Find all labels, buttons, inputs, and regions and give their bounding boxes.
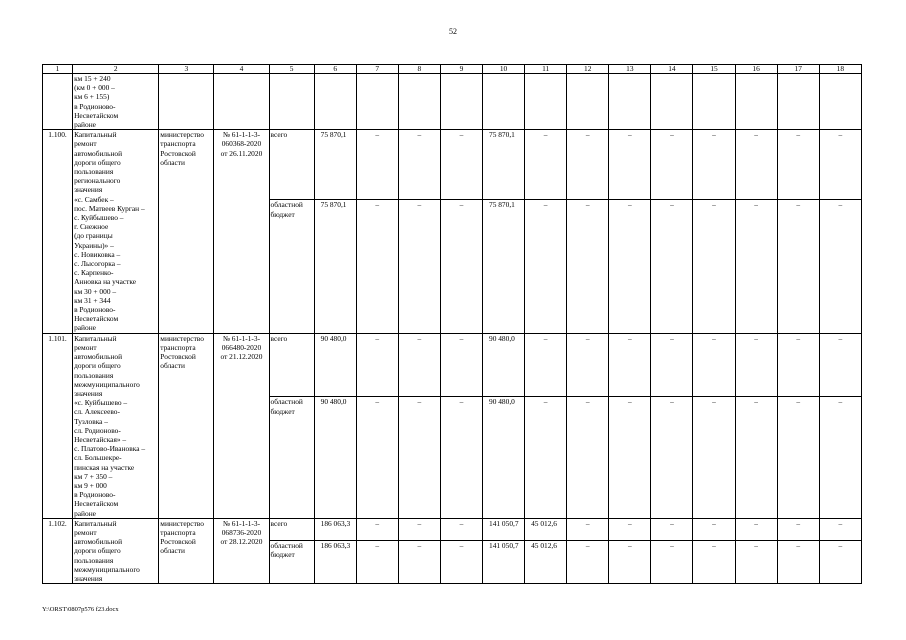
cell-value-c10: 141 050,7: [483, 518, 525, 541]
cell-value-c12: –: [567, 518, 609, 541]
cell-funding-source: областной бюджет: [269, 541, 314, 584]
cell-value-c11: 45 012,6: [525, 518, 567, 541]
cell-value-c15: –: [693, 518, 735, 541]
cell-value-c15: –: [693, 333, 735, 397]
cell-value-c18: –: [819, 541, 861, 584]
column-number-header: 1: [43, 65, 73, 74]
cell-value-c17: –: [777, 518, 819, 541]
cell-num: [43, 74, 73, 130]
cell-num: 1.100.: [43, 130, 73, 333]
cell-value-c7: –: [356, 333, 398, 397]
cell-value-c14: –: [651, 397, 693, 518]
cell-value-c17: –: [777, 397, 819, 518]
cell-value-c9: –: [440, 130, 482, 200]
cell-value-c7: –: [356, 518, 398, 541]
column-number-header: 9: [440, 65, 482, 74]
cell-value-c16: –: [735, 333, 777, 397]
cell-value-c13: –: [609, 397, 651, 518]
cell-document: № 61-1-1-3- 066480-2020 от 21.12.2020: [214, 333, 269, 518]
column-number-header: 16: [735, 65, 777, 74]
cell-value-c18: –: [819, 333, 861, 397]
cell-value-c18: –: [819, 518, 861, 541]
column-number-header: 13: [609, 65, 651, 74]
cell-value-c13: –: [609, 541, 651, 584]
cell-value-c11: –: [525, 333, 567, 397]
cell-object-name: Капитальный ремонт автомобильной дороги общего пользования межмуниципального значения: [73, 518, 159, 583]
cell-customer: министерство транспорта Ростовской области: [159, 130, 214, 333]
cell-customer: министерство транспорта Ростовской области: [159, 333, 214, 518]
cell-value-c16: –: [735, 541, 777, 584]
cell-value-c6: 75 870,1: [314, 200, 356, 333]
cell-value-c13: –: [609, 200, 651, 333]
cell-value-c6: 90 480,0: [314, 333, 356, 397]
cell-value-c6: 75 870,1: [314, 130, 356, 200]
cell-value-c6: 186 063,3: [314, 518, 356, 541]
cell-value-c11: 45 012,6: [525, 541, 567, 584]
cell-value-c18: –: [819, 397, 861, 518]
cell-value-c7: –: [356, 397, 398, 518]
column-number-header: 12: [567, 65, 609, 74]
cell-value-c11: –: [525, 200, 567, 333]
column-number-header: 15: [693, 65, 735, 74]
cell-customer: министерство транспорта Ростовской области: [159, 518, 214, 583]
cell-object-name: Капитальный ремонт автомобильной дороги общего пользования межмуниципального значения «с. Куйбышево – сл. Алексеево- Тузловка – сл. Родионово- Несветайская» – с. Платово-Ивановка – сл. Большекре- пинская на участке км 7 + 350 – км 9 + 000 в Родионово- Несветайском районе: [73, 333, 159, 518]
column-number-header: 11: [525, 65, 567, 74]
cell-value-c18: –: [819, 200, 861, 333]
column-number-header: 3: [159, 65, 214, 74]
cell-funding-source: областной бюджет: [269, 200, 314, 333]
program-table: [42, 64, 862, 584]
cell-value-c12: –: [567, 130, 609, 200]
column-number-header: 4: [214, 65, 269, 74]
cell-value-c12: –: [567, 200, 609, 333]
cell-value-c8: –: [398, 397, 440, 518]
cell-num: 1.101.: [43, 333, 73, 518]
cell-value-c17: –: [777, 200, 819, 333]
cell-value-c17: –: [777, 130, 819, 200]
table-row: [43, 130, 862, 200]
cell-object-name: Капитальный ремонт автомобильной дороги общего пользования регионального значения «с. Самбек – пос. Матвеев Курган – с. Куйбышево – г. Снежное (до границы Украины)» – с. Новиковка – с. Лысогорка – с. Карпенко- Анновка на участке км 30 + 000 – км 31 + 344 в Родионово- Несветайском районе: [73, 130, 159, 333]
cell-value-c11: –: [525, 397, 567, 518]
cell-value-c14: –: [651, 333, 693, 397]
cell-value-c10: 75 870,1: [483, 130, 525, 200]
cell-document: № 61-1-1-3- 060368-2020 от 26.11.2020: [214, 130, 269, 333]
cell-value-c8: –: [398, 130, 440, 200]
table-row: [43, 333, 862, 397]
table-body: [43, 65, 862, 584]
cell-value-c14: –: [651, 130, 693, 200]
cell-document: № 61-1-1-3- 068736-2020 от 28.12.2020: [214, 518, 269, 583]
cell-value-c13: –: [609, 130, 651, 200]
cell-value-c15: –: [693, 397, 735, 518]
column-number-header: 6: [314, 65, 356, 74]
cell-funding-source: областной бюджет: [269, 397, 314, 518]
cell-value-c16: –: [735, 518, 777, 541]
cell-value-c9: –: [440, 397, 482, 518]
cell-value-c16: –: [735, 130, 777, 200]
cell-value-c7: –: [356, 200, 398, 333]
cell-value-c14: –: [651, 541, 693, 584]
cell-value-c13: –: [609, 333, 651, 397]
column-number-row: [43, 65, 862, 74]
cell-value-c6: 186 063,3: [314, 541, 356, 584]
column-number-header: 7: [356, 65, 398, 74]
cell-funding-source: всего: [269, 333, 314, 397]
column-number-header: 10: [483, 65, 525, 74]
cell-value-c18: –: [819, 130, 861, 200]
cell-value-c16: –: [735, 200, 777, 333]
column-number-header: 5: [269, 65, 314, 74]
cell-num: 1.102.: [43, 518, 73, 583]
cell-value-c12: –: [567, 397, 609, 518]
cell-value-c15: –: [693, 541, 735, 584]
cell-value-c10: 90 480,0: [483, 397, 525, 518]
cell-value-c7: –: [356, 541, 398, 584]
cell-value-c9: –: [440, 518, 482, 541]
cell-value-c14: –: [651, 518, 693, 541]
cell-funding-source: всего: [269, 130, 314, 200]
cell-value-c8: –: [398, 541, 440, 584]
column-number-header: 14: [651, 65, 693, 74]
cell-value-c15: –: [693, 200, 735, 333]
cell-value-c8: –: [398, 518, 440, 541]
cell-value-c9: –: [440, 200, 482, 333]
cell-value-c16: –: [735, 397, 777, 518]
column-number-header: 17: [777, 65, 819, 74]
cell-object-name: км 15 + 240 (км 0 + 000 – км 6 + 155) в Родионово- Несветайском районе: [73, 74, 159, 130]
cell-value-c15: –: [693, 130, 735, 200]
cell-value-c14: –: [651, 200, 693, 333]
cell-value-c10: 75 870,1: [483, 200, 525, 333]
cell-value-c8: –: [398, 200, 440, 333]
cell-value-c12: –: [567, 541, 609, 584]
table-row-continuation: [43, 74, 862, 130]
table-row: [43, 518, 862, 541]
cell-value-c10: 141 050,7: [483, 541, 525, 584]
file-path-footer: Y:\ORST\0807p576 f23.docx: [42, 606, 119, 613]
cell-value-c7: –: [356, 130, 398, 200]
cell-value-c6: 90 480,0: [314, 397, 356, 518]
cell-value-c8: –: [398, 333, 440, 397]
cell-value-c9: –: [440, 333, 482, 397]
cell-value-c12: –: [567, 333, 609, 397]
cell-value-c17: –: [777, 541, 819, 584]
page-number: 52: [449, 27, 457, 36]
column-number-header: 2: [73, 65, 159, 74]
column-number-header: 18: [819, 65, 861, 74]
cell-value-c10: 90 480,0: [483, 333, 525, 397]
cell-value-c11: –: [525, 130, 567, 200]
cell-value-c17: –: [777, 333, 819, 397]
cell-funding-source: всего: [269, 518, 314, 541]
column-number-header: 8: [398, 65, 440, 74]
cell-value-c13: –: [609, 518, 651, 541]
cell-value-c9: –: [440, 541, 482, 584]
